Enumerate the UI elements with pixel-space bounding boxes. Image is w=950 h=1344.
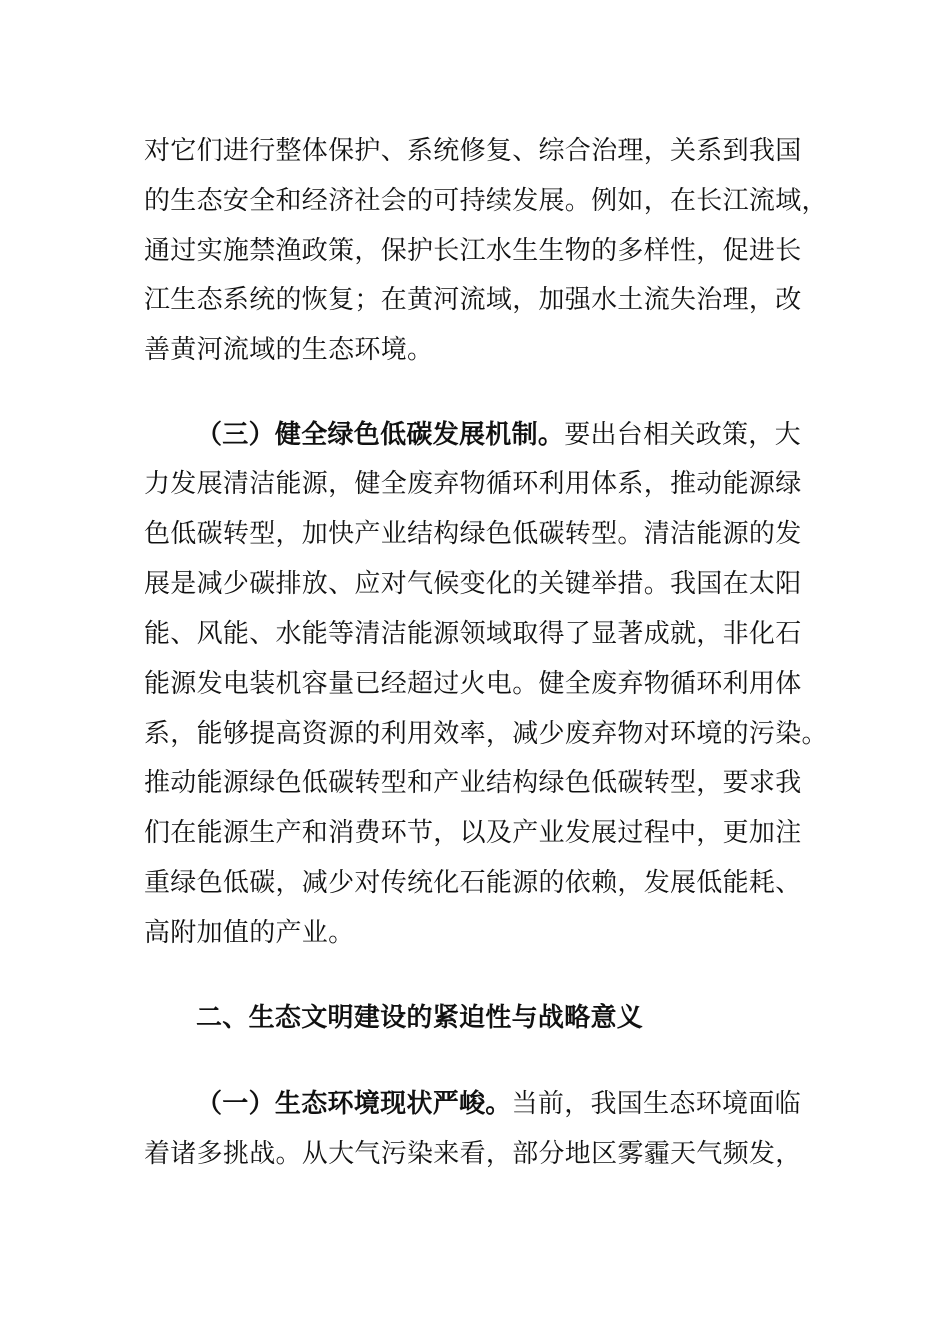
paragraph-text: 当前，我国生态环境面临 [511, 1089, 801, 1119]
paragraph-line: 推动能源绿色低碳转型和产业结构绿色低碳转型，要求我 [144, 768, 802, 798]
paragraph-line: 江生态系统的恢复；在黄河流域，加强水土流失治理，改 [144, 285, 802, 315]
subsection-heading: （一）生态环境现状严峻。 [196, 1089, 512, 1119]
paragraph-first-line [196, 415, 801, 455]
subsection-heading: （三）健全绿色低碳发展机制。 [196, 420, 565, 450]
paragraph-line: 能源发电装机容量已经超过火电。健全废弃物循环利用体 [144, 669, 802, 699]
paragraph-line: 系，能够提高资源的利用效率，减少废弃物对环境的污染。 [144, 719, 828, 749]
paragraph-line: 通过实施禁渔政策，保护长江水生生物的多样性，促进长 [144, 236, 802, 266]
paragraph-line: 高附加值的产业。 [144, 918, 355, 948]
paragraph-line: 善黄河流域的生态环境。 [144, 335, 434, 365]
paragraph-line: 色低碳转型，加快产业结构绿色低碳转型。清洁能源的发 [144, 519, 802, 549]
paragraph-line: 对它们进行整体保护、系统修复、综合治理，关系到我国 [144, 136, 802, 166]
paragraph-first-line [196, 1084, 801, 1124]
paragraph-line: 的生态安全和经济社会的可持续发展。例如，在长江流域， [144, 186, 828, 216]
paragraph-line: 能、风能、水能等清洁能源领域取得了显著成就，非化石 [144, 619, 802, 649]
paragraph-line: 展是减少碳排放、应对气候变化的关键举措。我国在太阳 [144, 569, 802, 599]
paragraph-line: 们在能源生产和消费环节，以及产业发展过程中，更加注 [144, 818, 802, 848]
section-heading: 二、生态文明建设的紧迫性与战略意义 [196, 1003, 644, 1033]
paragraph-text: 要出台相关政策，大 [564, 420, 801, 450]
paragraph-line: 力发展清洁能源，健全废弃物循环利用体系，推动能源绿 [144, 469, 802, 499]
paragraph-line: 着诸多挑战。从大气污染来看，部分地区雾霾天气频发， [144, 1139, 802, 1169]
paragraph-line: 重绿色低碳，减少对传统化石能源的依赖，发展低能耗、 [144, 868, 802, 898]
